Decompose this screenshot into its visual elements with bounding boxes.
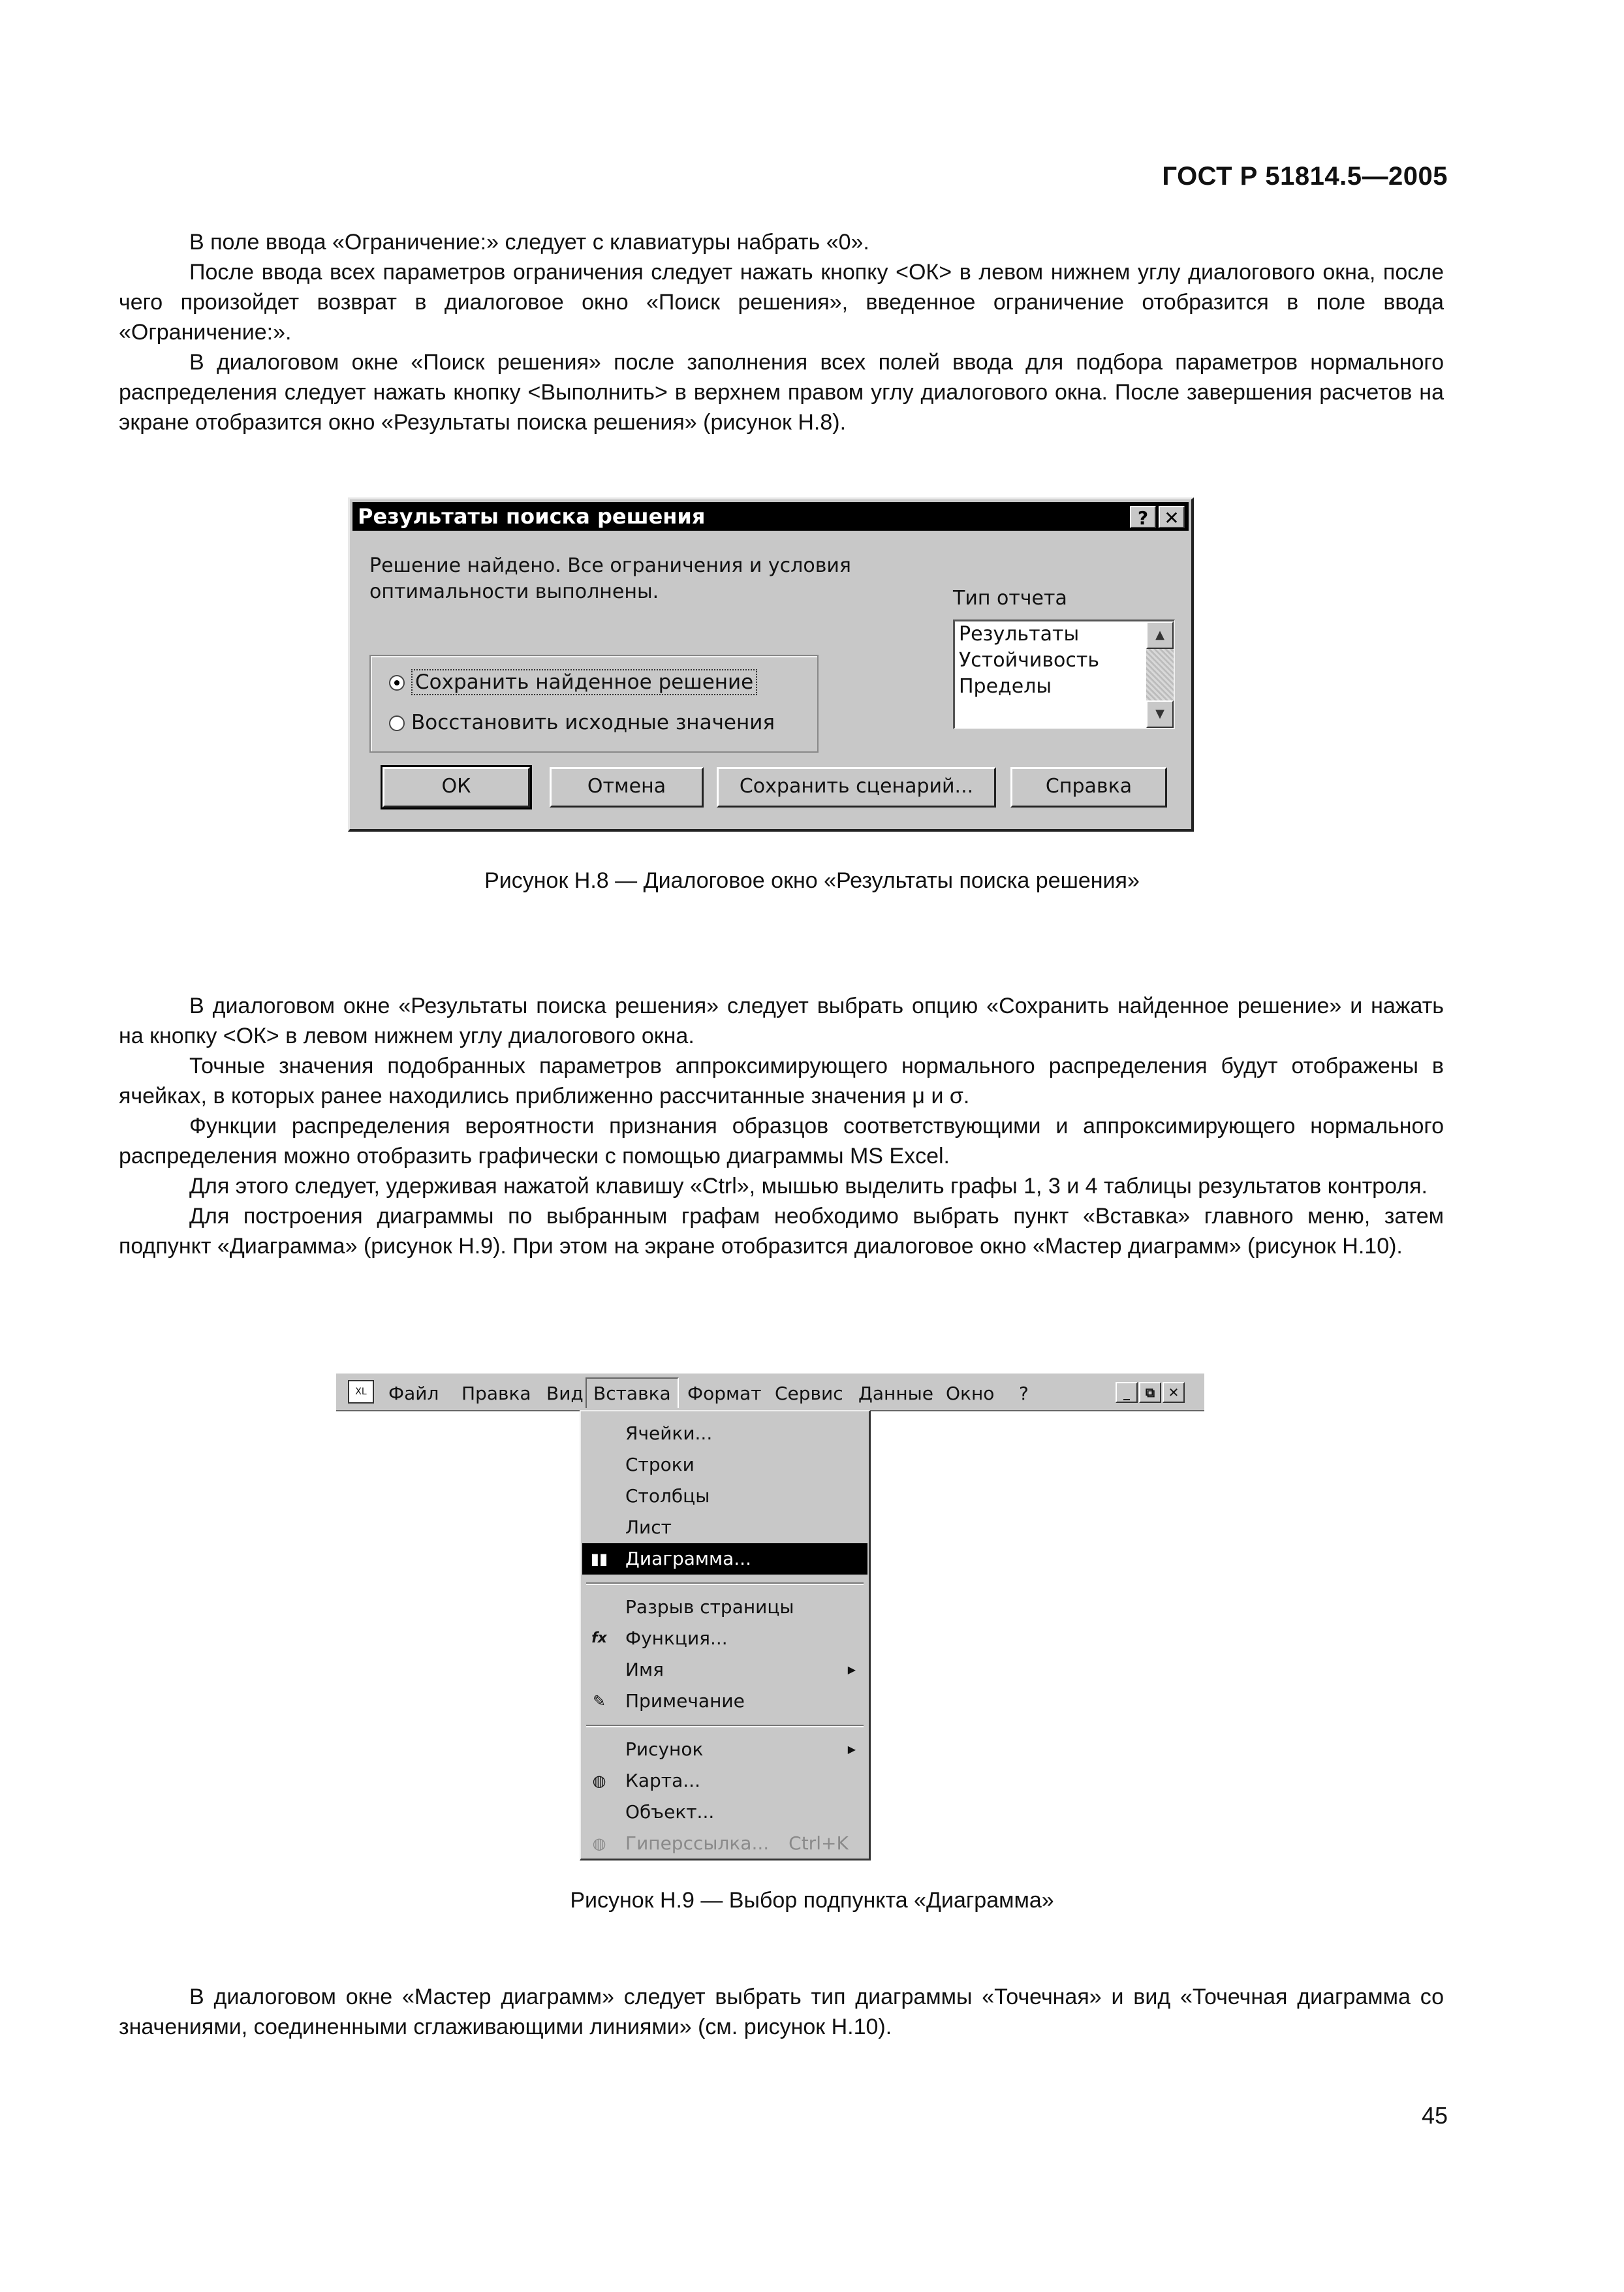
menu-item-object[interactable] — [582, 1797, 867, 1828]
radio-keep-label: Сохранить найденное решение — [411, 669, 757, 695]
function-icon: fx — [591, 1630, 607, 1646]
submenu-arrow-icon: ▶ — [847, 1663, 856, 1676]
dialog-titlebar — [352, 502, 1189, 531]
menu-item-function[interactable] — [582, 1623, 867, 1654]
cancel-button[interactable]: Отмена — [550, 767, 704, 808]
window-controls — [1114, 1380, 1185, 1403]
paragraph: Точные значения подобранных параметров аппроксимирующего нормального распределения будут отображены в ячейках, в которых ранее находились приближенно рассчитанные значения μ и σ. — [119, 1054, 1444, 1108]
radio-empty-icon[interactable] — [389, 715, 405, 731]
paragraph: После ввода всех параметров ограничения следует нажать кнопку <ОК> в левом нижнем углу диалогового окна, после чего произойдет возврат в диалоговое окно «Поиск решения», введенное ограничение отобразится в поле ввода «Ограничение:». — [119, 260, 1444, 345]
menu-window[interactable]: Окно — [946, 1383, 995, 1404]
page-number: 45 — [1421, 2102, 1448, 2129]
menu-data[interactable]: Данные — [858, 1383, 933, 1404]
menu-item-label: Функция... — [625, 1627, 728, 1649]
scroll-down-icon[interactable]: ▼ — [1146, 700, 1174, 728]
solver-results-dialog — [348, 497, 1194, 832]
menu-item-map[interactable] — [582, 1765, 867, 1797]
menu-format[interactable]: Формат — [687, 1383, 762, 1404]
close-icon[interactable]: ✕ — [1159, 506, 1185, 528]
menu-item-label: Столбцы — [625, 1485, 710, 1507]
radio-selected-icon[interactable] — [389, 675, 405, 691]
paragraph: В поле ввода «Ограничение:» следует с клавиатуры набрать «0». — [189, 230, 869, 255]
globe-icon: ◍ — [592, 1772, 606, 1790]
paragraph: В диалоговом окне «Поиск решения» после заполнения всех полей ввода для подбора параметров нормального распределения следует нажать кнопку <Выполнить> в верхнем правом углу диалогового окна. После завершения расчетов на экране отобразится окно «Результаты поиска решения» (рисунок Н.8). — [119, 350, 1444, 435]
dialog-title: Результаты поиска решения — [358, 504, 706, 529]
report-type-item[interactable]: Результаты — [959, 623, 1080, 646]
help-button[interactable]: Справка — [1010, 767, 1167, 808]
paragraph-block-middle — [119, 991, 1444, 1261]
radio-restore-values[interactable] — [389, 710, 775, 736]
menu-item-label: Диаграмма... — [625, 1548, 751, 1569]
menu-item-label: Карта... — [625, 1770, 700, 1791]
menu-item-label: Рисунок — [625, 1738, 704, 1760]
radio-keep-solution[interactable] — [389, 669, 757, 695]
submenu-arrow-icon: ▶ — [847, 1743, 856, 1755]
menu-help[interactable]: ? — [1019, 1383, 1029, 1404]
menu-item-label: Ячейки... — [625, 1422, 713, 1444]
menu-item-sheet[interactable] — [582, 1512, 867, 1543]
scroll-up-icon[interactable]: ▲ — [1146, 621, 1174, 649]
menu-separator — [586, 1725, 864, 1727]
menu-service[interactable]: Сервис — [775, 1383, 843, 1404]
menu-item-label: Лист — [625, 1516, 672, 1538]
menu-view[interactable]: Вид — [546, 1383, 584, 1404]
insert-menu-dropdown — [580, 1410, 871, 1860]
menu-item-comment[interactable] — [582, 1686, 867, 1717]
ok-button[interactable]: ОК — [383, 767, 530, 808]
paragraph: Функции распределения вероятности признания образцов соответствующими и аппроксимирующего нормального распределения можно отобразить графически с помощью диаграммы MS Excel. — [119, 1114, 1444, 1169]
paragraph: Для построения диаграммы по выбранным графам необходимо выбрать пункт «Вставка» главного меню, затем подпункт «Диаграмма» (рисунок Н.9). При этом на экране отобразится диалоговое окно «Мастер диаграмм» (рисунок Н.10). — [119, 1204, 1444, 1259]
menu-item-page-break[interactable] — [582, 1592, 867, 1623]
menu-item-label: Гиперссылка... — [625, 1832, 770, 1854]
save-scenario-button[interactable]: Сохранить сценарий... — [717, 767, 996, 808]
menu-file[interactable]: Файл — [388, 1383, 439, 1404]
dialog-message-line: Решение найдено. Все ограничения и условия — [369, 554, 851, 577]
dialog-message-line: оптимальности выполнены. — [369, 580, 659, 603]
paragraph: В диалоговом окне «Мастер диаграмм» следует выбрать тип диаграммы «Точечная» и вид «Точечная диаграмма со значениями, соединенными сглаживающими линиями» (см. рисунок Н.10). — [119, 1985, 1444, 2039]
minimize-icon[interactable]: _ — [1116, 1382, 1138, 1403]
menu-item-label: Строки — [625, 1454, 695, 1475]
menu-item-rows[interactable] — [582, 1449, 867, 1481]
excel-menubar — [336, 1372, 1204, 1411]
report-type-item[interactable]: Устойчивость — [959, 649, 1100, 672]
report-type-label: Тип отчета — [953, 587, 1067, 610]
report-type-item[interactable]: Пределы — [959, 675, 1052, 698]
hyperlink-icon: ◍ — [592, 1834, 606, 1853]
paragraph: Для этого следует, удерживая нажатой клавишу «Ctrl», мышью выделить графы 1, 3 и 4 таблицы результатов контроля. — [189, 1174, 1428, 1199]
menu-item-label: Примечание — [625, 1690, 745, 1712]
menu-item-name[interactable] — [582, 1654, 867, 1686]
report-type-listbox[interactable] — [953, 620, 1175, 729]
close-window-icon[interactable]: ✕ — [1163, 1382, 1185, 1403]
paragraph: В диалоговом окне «Результаты поиска решения» следует выбрать опцию «Сохранить найденное решение» и нажать на кнопку <ОК> в левом нижнем углу диалогового окна. — [119, 994, 1444, 1048]
comment-icon: ✎ — [592, 1692, 606, 1710]
menu-item-shortcut: Ctrl+K — [789, 1832, 849, 1854]
solution-options-group — [369, 655, 819, 753]
menu-item-label: Объект... — [625, 1801, 715, 1823]
chart-icon: ▮▮ — [590, 1550, 608, 1568]
menu-item-columns[interactable] — [582, 1481, 867, 1512]
radio-restore-label: Восстановить исходные значения — [411, 711, 775, 734]
document-header-code: ГОСТ Р 51814.5—2005 — [1162, 162, 1448, 191]
menu-item-label: Разрыв страницы — [625, 1596, 794, 1618]
menu-item-label: Имя — [625, 1659, 664, 1680]
listbox-scrollbar[interactable] — [1146, 621, 1174, 728]
paragraph-block-bottom — [119, 1982, 1444, 2042]
paragraph-block-top — [119, 227, 1444, 437]
menu-item-cells[interactable] — [582, 1418, 867, 1449]
help-icon[interactable]: ? — [1130, 506, 1156, 528]
dialog-message — [369, 553, 892, 605]
menu-item-hyperlink — [582, 1828, 867, 1859]
document-icon[interactable]: XL — [348, 1380, 374, 1404]
menu-separator — [586, 1582, 864, 1585]
menu-item-chart[interactable] — [582, 1543, 867, 1575]
menu-edit[interactable]: Правка — [461, 1383, 531, 1404]
figure-caption-h8: Рисунок Н.8 — Диалоговое окно «Результаты поиска решения» — [484, 868, 1140, 893]
menu-item-picture[interactable] — [582, 1734, 867, 1765]
restore-icon[interactable]: ⧉ — [1139, 1382, 1161, 1403]
menu-insert[interactable]: Вставка — [586, 1377, 679, 1408]
figure-caption-h9: Рисунок Н.9 — Выбор подпункта «Диаграмма» — [570, 1888, 1054, 1913]
